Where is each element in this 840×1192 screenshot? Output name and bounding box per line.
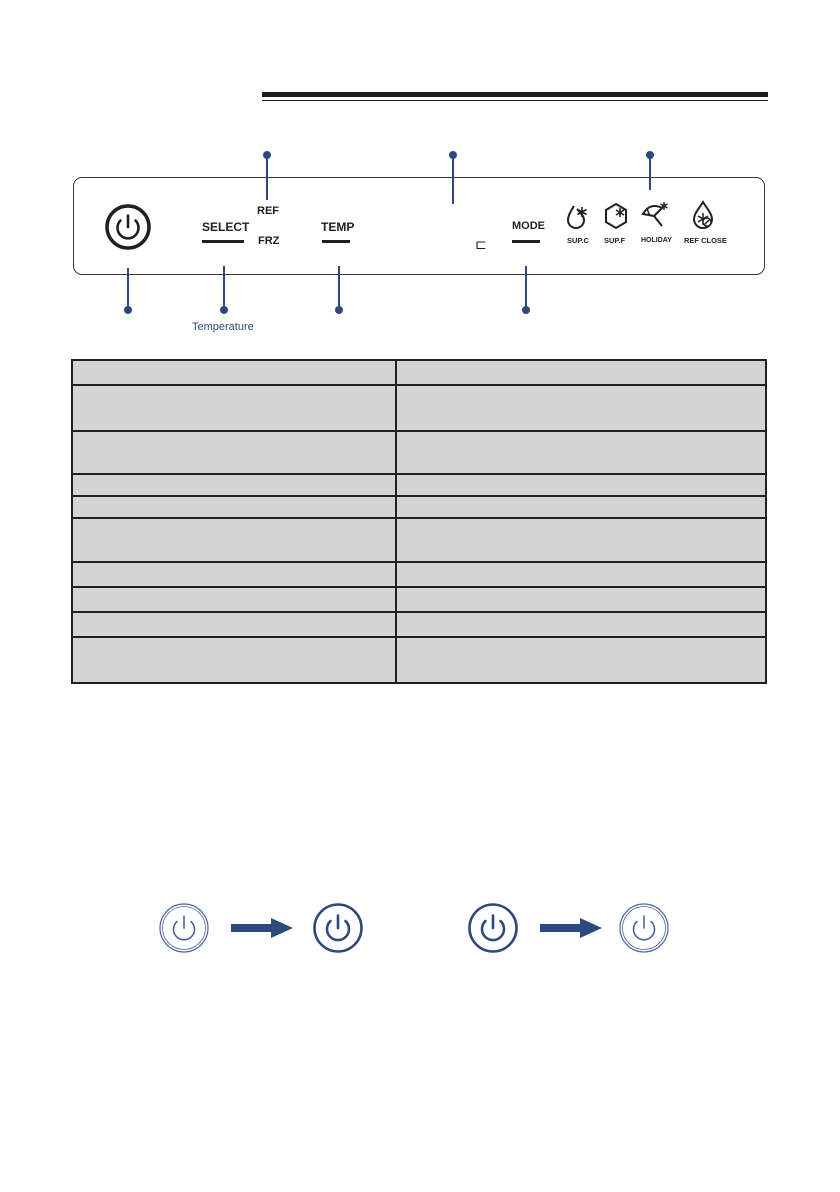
table-cell (72, 612, 396, 637)
table-row (72, 496, 766, 518)
select-button-label[interactable]: SELECT (202, 220, 250, 234)
callout-dot-temp (335, 306, 343, 314)
power-icon-off-state (158, 902, 210, 954)
table-cell (72, 518, 396, 562)
table-cell (396, 562, 766, 587)
mode-button-bar[interactable] (512, 240, 540, 243)
ref-indicator: REF (257, 205, 279, 217)
callout-line-power (127, 268, 129, 308)
header-rule-thin (262, 100, 768, 101)
table-cell (396, 431, 766, 474)
arrow-right-icon (540, 918, 602, 938)
table-row (72, 431, 766, 474)
frz-indicator: FRZ (258, 235, 280, 247)
table-cell (396, 637, 766, 683)
callout-line-mode (525, 266, 527, 308)
table-row (72, 637, 766, 683)
callout-line-select (223, 266, 225, 308)
table-cell (72, 587, 396, 612)
temperature-display: ⊏ (475, 236, 487, 252)
flame-snowflake-icon (566, 202, 590, 230)
table-row (72, 518, 766, 562)
table-row (72, 562, 766, 587)
temperature-caption: Temperature (192, 321, 254, 333)
table-cell (396, 360, 766, 385)
table-cell (72, 496, 396, 518)
table-cell (396, 612, 766, 637)
table-cell (72, 385, 396, 431)
hexagon-snowflake-icon (603, 202, 629, 230)
arrow-right-icon (231, 918, 293, 938)
temp-button-bar[interactable] (322, 240, 350, 243)
mode-icon-label-supc: SUP.C (567, 236, 589, 245)
select-button-bar[interactable] (202, 240, 244, 243)
table-cell (72, 637, 396, 683)
temp-button-label[interactable]: TEMP (321, 220, 355, 234)
table-row (72, 612, 766, 637)
mode-icon-label-holiday: HOLIDAY (641, 237, 672, 244)
table-cell (72, 562, 396, 587)
drop-snowflake-off-icon (690, 200, 716, 230)
callout-dot-select (220, 306, 228, 314)
callout-line-temp (338, 266, 340, 308)
table-cell (396, 385, 766, 431)
table-row (72, 587, 766, 612)
table-row (72, 474, 766, 496)
power-icon-on-state (467, 902, 519, 954)
header-rule-thick (262, 92, 768, 97)
umbrella-icon (640, 200, 670, 230)
mode-button-label[interactable]: MODE (512, 220, 545, 232)
table-row (72, 385, 766, 431)
table-row (72, 360, 766, 385)
table-cell (396, 474, 766, 496)
table-cell (72, 360, 396, 385)
power-icon-on-state (312, 902, 364, 954)
power-button[interactable] (104, 203, 152, 251)
table-cell (396, 518, 766, 562)
table-cell (72, 474, 396, 496)
mode-icon-label-supf: SUP.F (604, 236, 626, 245)
table-cell (396, 587, 766, 612)
function-table (71, 359, 767, 684)
power-icon-off-state (618, 902, 670, 954)
callout-dot-power (124, 306, 132, 314)
table-cell (396, 496, 766, 518)
callout-dot-mode (522, 306, 530, 314)
table-cell (72, 431, 396, 474)
mode-icon-label-ref-close: REF CLOSE (684, 236, 727, 245)
